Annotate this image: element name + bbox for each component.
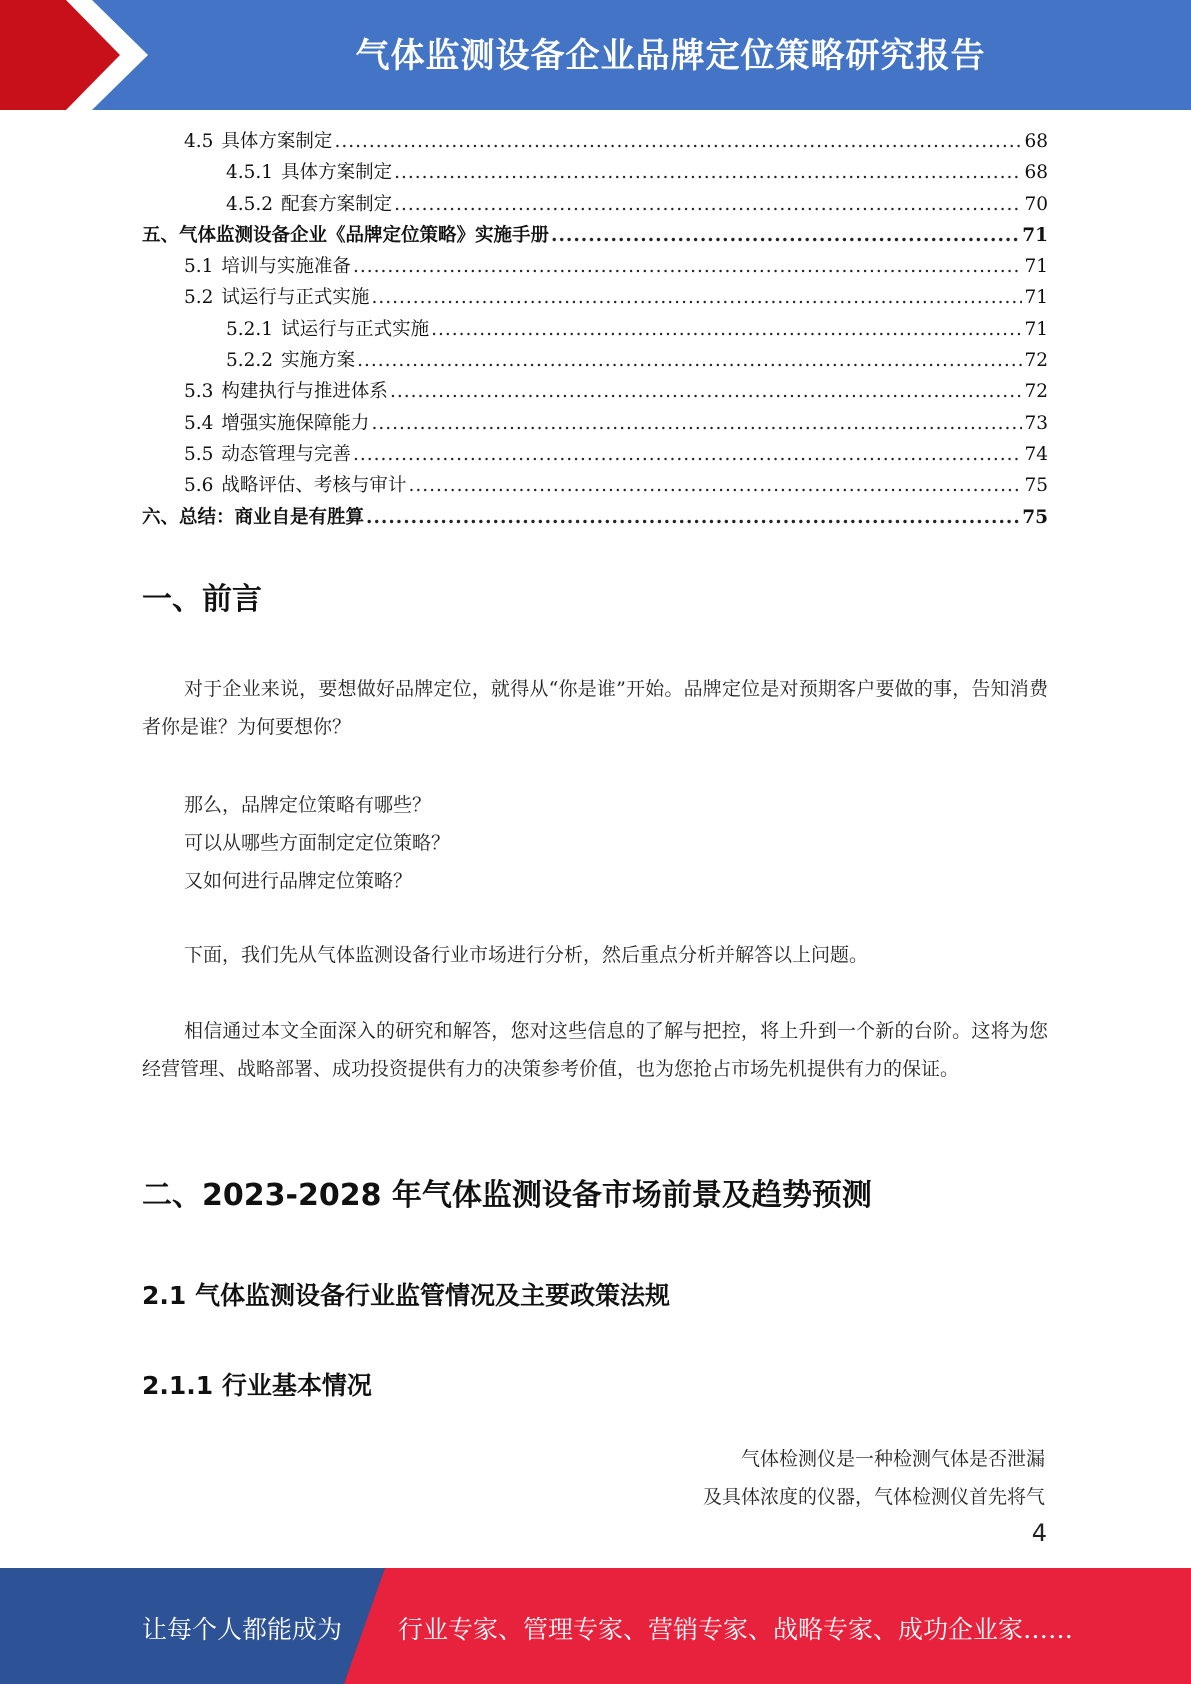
toc-dot-leader	[390, 376, 1023, 407]
toc-entry[interactable]	[142, 251, 1048, 282]
toc-entry-page: 68	[1024, 131, 1048, 152]
toc-dot-leader	[371, 408, 1022, 439]
toc-entry-number: 4.5.1	[226, 162, 274, 184]
toc-dot-leader	[408, 470, 1022, 501]
toc-entry-page: 72	[1024, 381, 1048, 403]
toc-entry-title: 试运行与正式实施	[281, 318, 430, 340]
toc-entry[interactable]	[142, 376, 1048, 407]
toc-entry[interactable]	[142, 282, 1048, 313]
toc-dot-leader	[353, 439, 1023, 470]
toc-entry-title: 六、总结：商业自是有胜算	[142, 506, 365, 528]
toc-entry[interactable]	[142, 408, 1048, 439]
toc-entry-title: 战略评估、考核与审计	[221, 475, 407, 497]
toc-entry-page: 71	[1024, 256, 1048, 278]
toc-entry-number: 4.5.2	[226, 193, 274, 215]
toc-entry-page: 68	[1024, 162, 1048, 184]
toc-entry[interactable]	[142, 220, 1048, 251]
toc-entry-title: 动态管理与完善	[221, 443, 351, 465]
page-header	[0, 0, 1191, 110]
paragraph: 对于企业来说，要想做好品牌定位，就得从“你是谁”开始。品牌定位是对预期客户要做的事，告知消费者你是谁？为何要想你？	[142, 678, 1048, 738]
chevron-arrow-icon	[0, 0, 160, 110]
toc-entry[interactable]	[142, 157, 1048, 188]
toc-entry-number: 5.2.2	[226, 350, 274, 372]
toc-entry-title: 五、气体监测设备企业《品牌定位策略》实施手册	[142, 224, 550, 246]
section-heading-market: 二、2023-2028 年气体监测设备市场前景及趋势预测	[142, 1178, 872, 1213]
toc-entry-title: 配套方案制定	[281, 193, 393, 215]
toc-entry-number: 5.6	[184, 475, 214, 497]
toc-dot-leader	[431, 314, 1022, 345]
header-title: 气体监测设备企业品牌定位策略研究报告	[355, 36, 986, 76]
toc-entry-title: 培训与实施准备	[221, 256, 351, 278]
toc-entry-title: 具体方案制定	[281, 162, 393, 184]
toc-entry[interactable]	[142, 502, 1048, 533]
section-heading-preface: 一、前言	[142, 582, 262, 617]
toc-entry-title: 试运行与正式实施	[221, 287, 370, 309]
toc-entry-page: 74	[1024, 443, 1048, 465]
toc-dot-leader	[357, 345, 1022, 376]
side-text-line: 气体检测仪是一种检测气体是否泄漏	[740, 1448, 1045, 1470]
toc-entry-number: 5.3	[184, 381, 214, 403]
toc-dot-leader	[353, 251, 1023, 282]
question-line: 又如何进行品牌定位策略？	[184, 870, 413, 892]
toc-entry-page: 73	[1024, 412, 1048, 434]
toc-entry-page: 71	[1024, 318, 1048, 340]
toc-entry-page: 70	[1024, 193, 1048, 215]
toc-entry-page: 72	[1024, 350, 1048, 372]
toc-entry-title: 实施方案	[281, 350, 356, 372]
toc-entry-title: 构建执行与推进体系	[221, 381, 388, 403]
question-line: 那么，品牌定位策略有哪些？	[184, 794, 432, 816]
toc-entry[interactable]	[142, 439, 1048, 470]
page-footer	[0, 1568, 1191, 1684]
page-number: 4	[1031, 1519, 1047, 1547]
question-line: 可以从哪些方面制定定位策略？	[184, 832, 451, 854]
subsection-heading: 2.1 气体监测设备行业监管情况及主要政策法规	[142, 1281, 670, 1310]
toc-entry[interactable]	[142, 189, 1048, 220]
toc-dot-leader	[394, 189, 1022, 220]
toc-entry-page: 75	[1024, 475, 1048, 497]
toc-dot-leader	[334, 126, 1022, 157]
table-of-contents	[142, 126, 1048, 533]
toc-entry-number: 4.5	[184, 131, 214, 152]
side-text-line: 及具体浓度的仪器，气体检测仪首先将气	[702, 1486, 1045, 1508]
toc-entry-number: 5.5	[184, 443, 214, 465]
toc-entry-page: 71	[1024, 287, 1048, 309]
paragraph: 相信通过本文全面深入的研究和解答，您对这些信息的了解与把控，将上升到一个新的台阶。这将为您经营管理、战略部署、成功投资提供有力的决策参考价值，也为您抢占市场先机提供有力的保证。	[142, 1020, 1048, 1080]
toc-entry[interactable]	[142, 314, 1048, 345]
toc-entry-number: 5.2	[184, 287, 214, 309]
toc-entry-title: 增强实施保障能力	[221, 412, 370, 434]
toc-dot-leader	[394, 157, 1022, 188]
toc-entry-page: 75	[1022, 506, 1048, 528]
toc-entry-number: 5.4	[184, 412, 214, 434]
toc-entry[interactable]	[142, 345, 1048, 376]
toc-entry[interactable]	[142, 126, 1048, 157]
toc-dot-leader	[551, 220, 1020, 251]
footer-slogan-left: 让每个人都能成为	[142, 1615, 343, 1644]
toc-entry-number: 5.1	[184, 256, 214, 278]
paragraph: 下面，我们先从气体监测设备行业市场进行分析，然后重点分析并解答以上问题。	[184, 944, 869, 966]
toc-entry-number: 5.2.1	[226, 318, 274, 340]
toc-dot-leader	[366, 502, 1020, 533]
footer-slogan-right: 行业专家、管理专家、营销专家、战略专家、成功企业家……	[398, 1615, 1074, 1644]
subsection-heading: 2.1.1 行业基本情况	[142, 1371, 372, 1400]
toc-dot-leader	[371, 282, 1022, 313]
toc-entry-title: 具体方案制定	[221, 131, 333, 152]
toc-entry[interactable]	[142, 470, 1048, 501]
toc-entry-page: 71	[1022, 224, 1048, 246]
